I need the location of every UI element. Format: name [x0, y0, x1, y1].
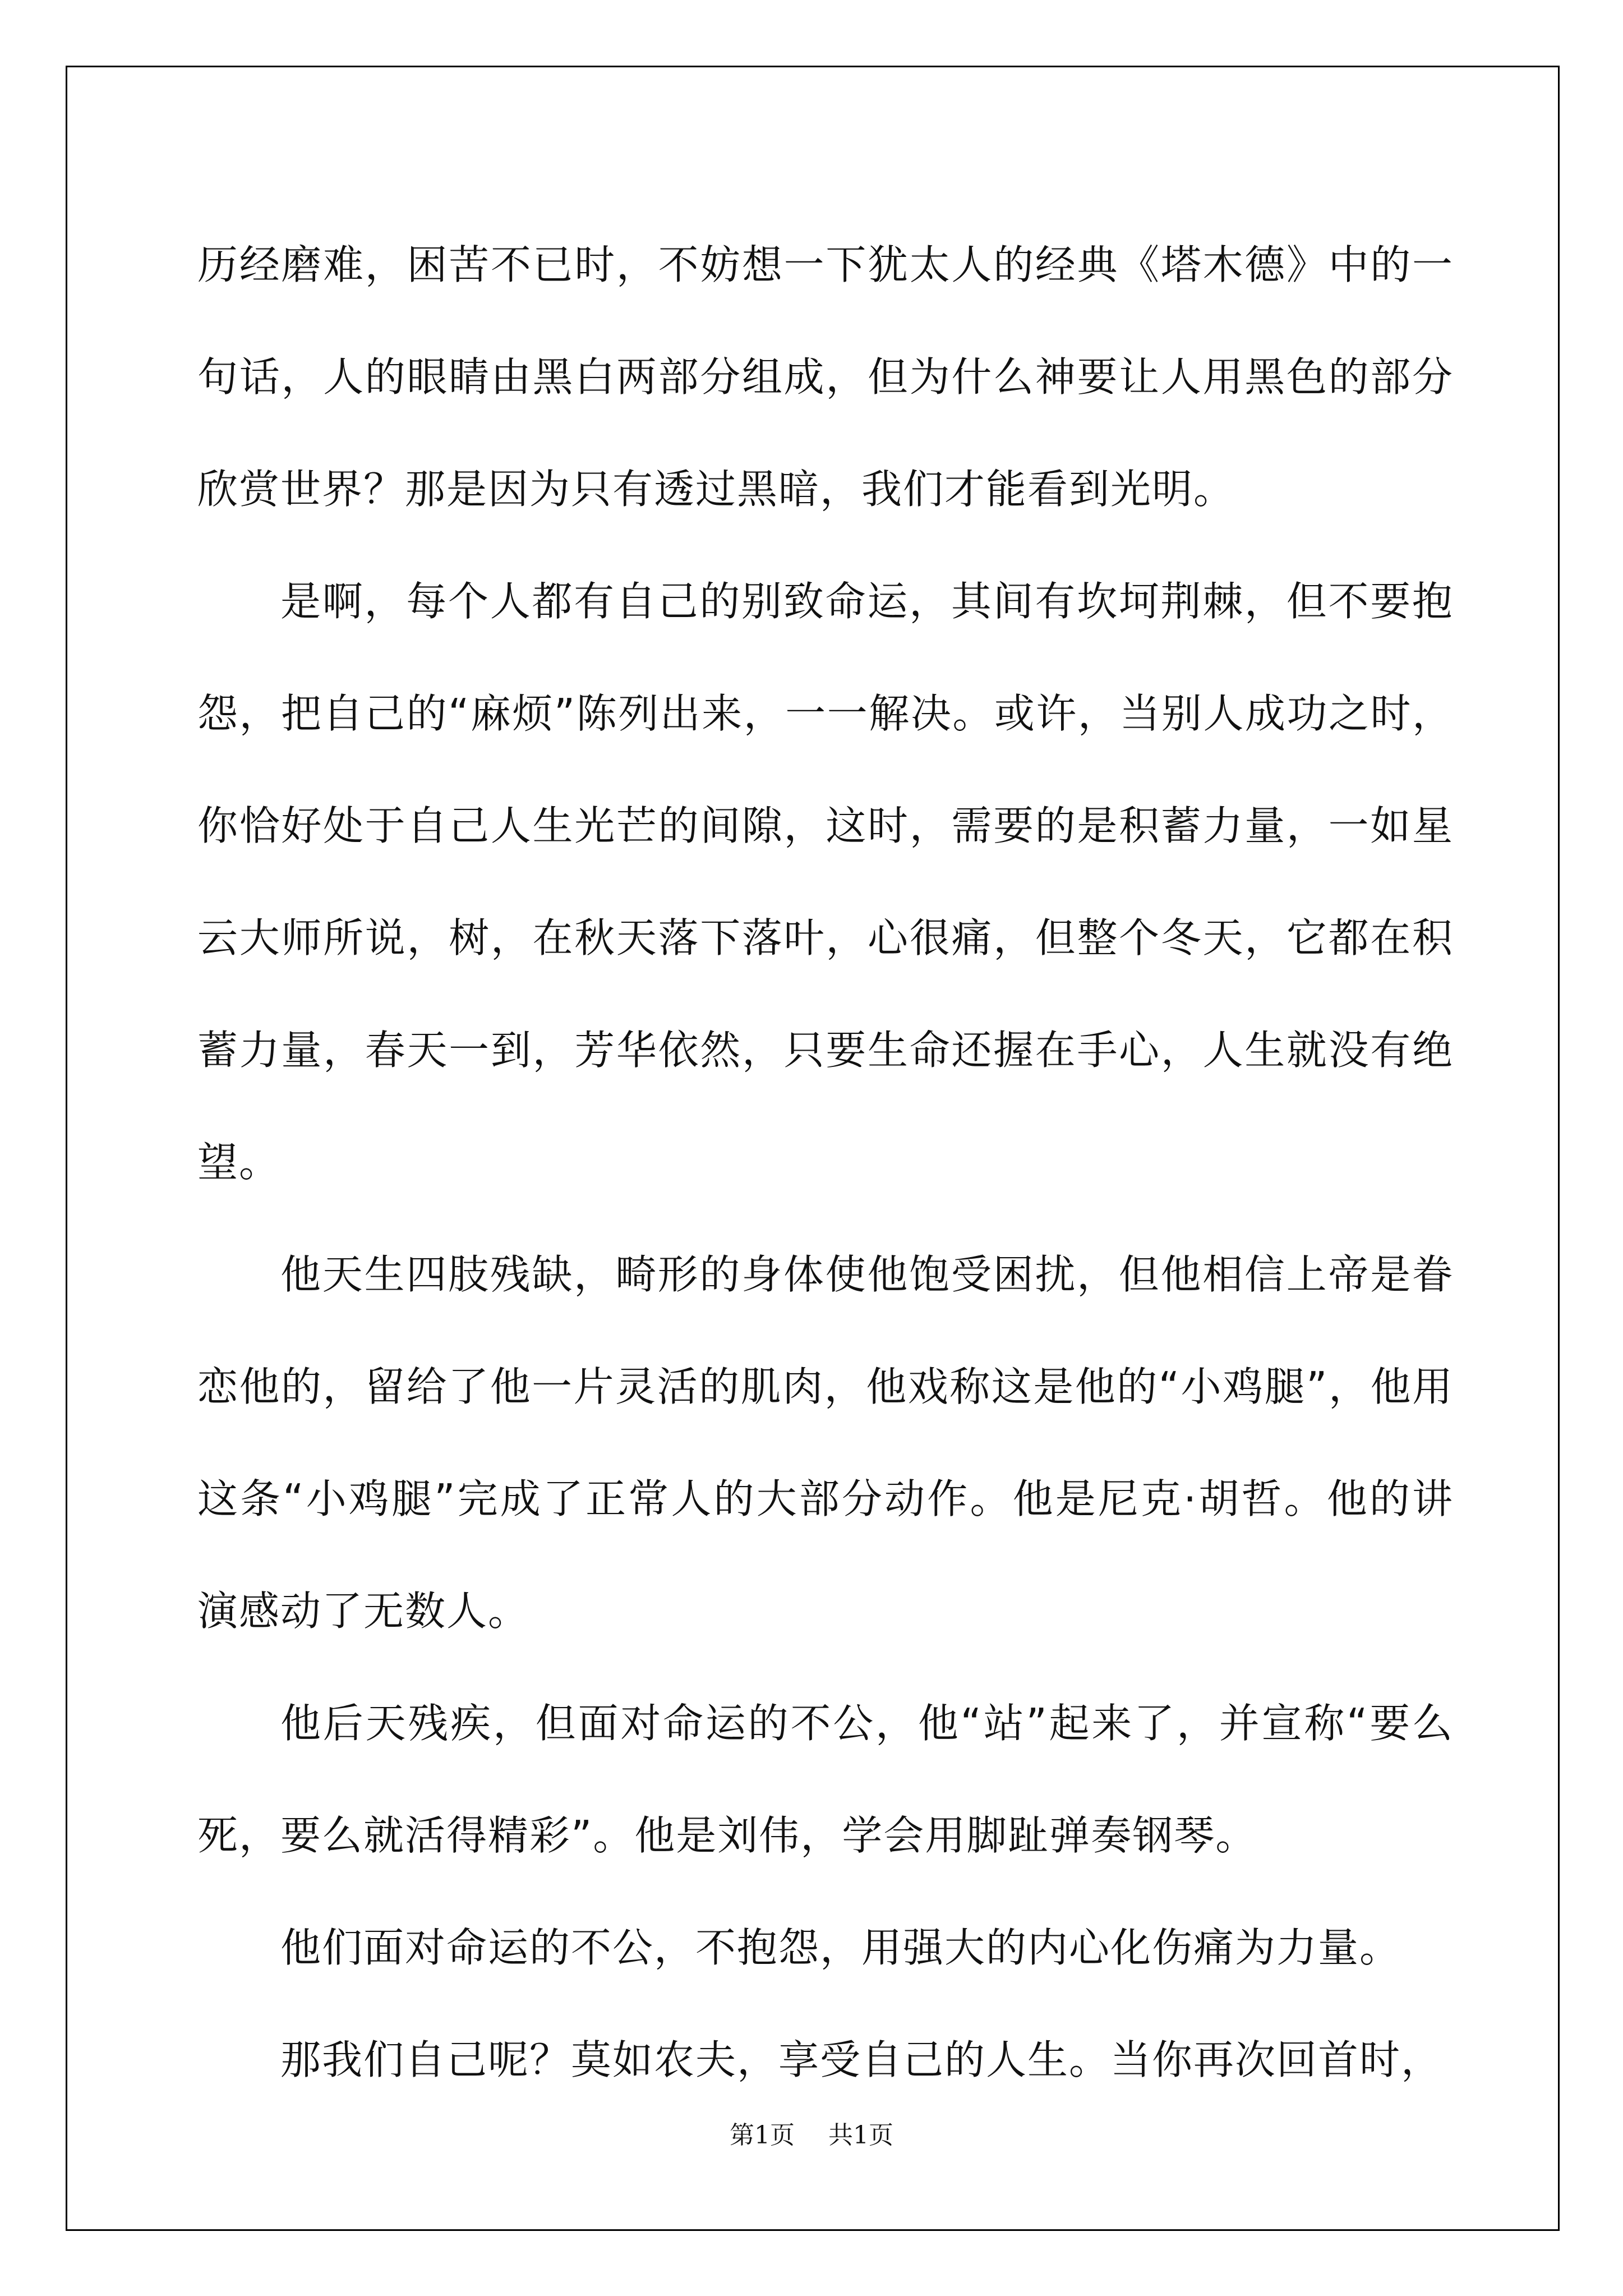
page-total: 共1页 [828, 2121, 893, 2150]
paragraph: 他后天残疾，但面对命运的不公，他“站”起来了，并宣称“要么死，要么就活得精彩”。他是刘伟，学会用脚趾弹奏钢琴。 [197, 1700, 1454, 1859]
paragraph: 他们面对命运的不公，不抱怨，用强大的内心化伤痛为力量。 [280, 1924, 1401, 1971]
paragraph: 是啊，每个人都有自己的别致命运，其间有坎坷荆棘，但不要抱怨，把自己的“麻烦”陈列出来，一一解决。或许，当别人成功之时，你恰好处于自己人生光芒的间隙，这时，需要的是积蓄力量，一如星云大师所说，树，在秋天落下落叶，心很痛，但整个冬天，它都在积蓄力量，春天一到，芳华依然，只要生命还握在手心，人生就没有绝望。 [197, 578, 1454, 1186]
paragraph: 他天生四肢残缺，畸形的身体使他饱受困扰，但他相信上帝是眷恋他的，留给了他一片灵活的肌肉，他戏称这是他的“小鸡腿”，他用这条“小鸡腿”完成了正常人的大部分动作。他是尼克·胡哲。他的讲演感动了无数人。 [197, 1251, 1454, 1635]
document-body [197, 209, 1454, 2116]
paragraph: 那我们自己呢？莫如农夫，享受自己的人生。当你再次回首时， [280, 2036, 1443, 2083]
page-number: 第1页 [730, 2121, 795, 2150]
page-footer [0, 2115, 1623, 2151]
paragraph: 历经磨难，困苦不已时，不妨想一下犹太人的经典《塔木德》中的一句话，人的眼睛由黑白两部分组成，但为什么神要让人用黑色的部分欣赏世界？那是因为只有透过黑暗，我们才能看到光明。 [197, 241, 1454, 513]
